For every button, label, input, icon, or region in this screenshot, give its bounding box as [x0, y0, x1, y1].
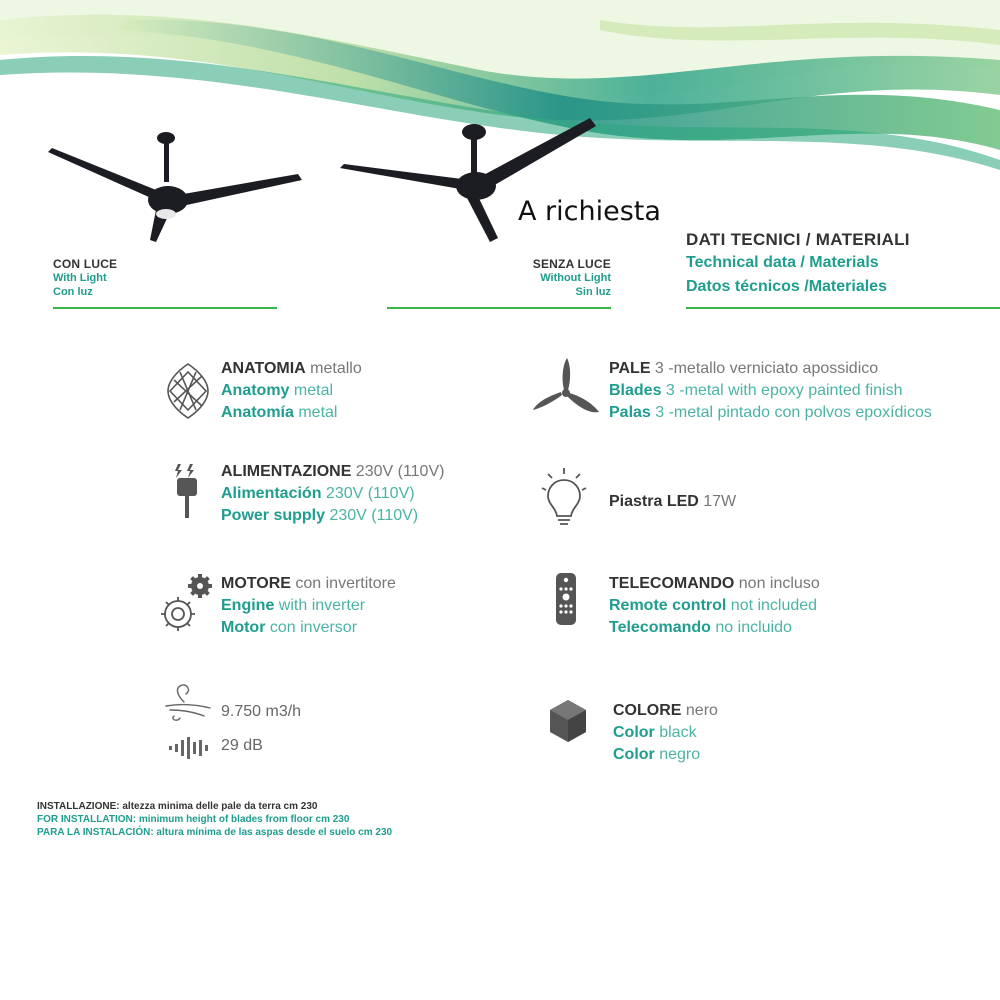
datasheet-heading	[686, 230, 910, 296]
value: con invertitore	[290, 575, 396, 592]
remote-control-icon	[554, 572, 578, 626]
airflow-icon	[164, 682, 214, 722]
caption-en: With Light	[53, 272, 107, 284]
datasheet-title-en: Technical data / Materials	[686, 254, 879, 271]
label: Alimentación	[221, 485, 322, 502]
label: Remote control	[609, 597, 727, 614]
divider-middle	[387, 307, 611, 309]
datasheet-title-it: DATI TECNICI / MATERIALI	[686, 230, 910, 249]
label: Power supply	[221, 507, 326, 524]
installation-it: INSTALLAZIONE: altezza minima delle pale da terra cm 230	[37, 801, 318, 812]
spec-blades	[609, 358, 932, 424]
label: ANATOMIA	[221, 360, 306, 377]
anatomy-icon	[166, 362, 210, 420]
installation-es: PARA LA INSTALACIÓN: altura mínima de las aspas desde el suelo cm 230	[37, 827, 393, 838]
light-bulb-icon	[540, 466, 588, 526]
fan-with-light-image	[44, 128, 306, 246]
caption-title: CON LUCE	[53, 257, 118, 271]
divider-left	[53, 307, 277, 309]
value: 3 -metal pintado con polvos epoxídicos	[650, 404, 932, 421]
value: not included	[726, 597, 818, 614]
value: 230V (110V)	[321, 485, 415, 502]
sound-level-icon	[168, 736, 214, 760]
label: Telecomando	[609, 619, 711, 636]
caption-title: SENZA LUCE	[532, 257, 611, 271]
label: Piastra LED	[609, 493, 699, 510]
caption-en: Without Light	[540, 272, 611, 284]
value: 3 -metallo verniciato apossidico	[650, 360, 879, 377]
caption-es: Sin luz	[575, 286, 611, 298]
spec-motor	[221, 573, 396, 639]
label: Anatomía	[221, 404, 294, 421]
color-cube-icon	[548, 698, 588, 744]
fan-with-light-caption	[53, 257, 117, 299]
value: with inverter	[274, 597, 366, 614]
value: metal	[289, 382, 334, 399]
installation-en: FOR INSTALLATION: minimum height of blades from floor cm 230	[37, 814, 350, 825]
value: black	[654, 724, 697, 741]
spec-remote	[609, 573, 820, 639]
installation-note	[37, 800, 392, 839]
label: TELECOMANDO	[609, 575, 735, 592]
gears-icon	[158, 574, 216, 634]
spec-power	[221, 461, 444, 527]
label: COLORE	[613, 702, 682, 719]
label: Color	[613, 724, 655, 741]
value: metal	[293, 404, 338, 421]
value: 230V (110V)	[351, 463, 445, 480]
value: con inversor	[265, 619, 358, 636]
fan-without-light-caption	[470, 257, 611, 299]
label: MOTORE	[221, 575, 291, 592]
caption-es: Con luz	[53, 286, 93, 298]
value: nero	[681, 702, 718, 719]
value: non incluso	[734, 575, 820, 592]
label: Motor	[221, 619, 266, 636]
value: no incluido	[710, 619, 792, 636]
blades-icon	[531, 356, 601, 418]
label: Anatomy	[221, 382, 290, 399]
value: negro	[654, 746, 701, 763]
spec-anatomy	[221, 358, 362, 424]
divider-right	[686, 307, 1000, 309]
value: 230V (110V)	[325, 507, 419, 524]
value: 3 -metal with epoxy painted finish	[661, 382, 903, 399]
value: 17W	[698, 493, 737, 510]
spec-led	[609, 491, 736, 513]
label: ALIMENTAZIONE	[221, 463, 352, 480]
value: metallo	[305, 360, 362, 377]
request-note: A richiesta	[518, 196, 661, 227]
label: Blades	[609, 382, 662, 399]
spec-noise: 29 dB	[221, 737, 263, 754]
label: PALE	[609, 360, 651, 377]
spec-airflow: 9.750 m3/h	[221, 703, 302, 720]
plug-icon	[172, 462, 202, 520]
datasheet-title-es: Datos técnicos /Materiales	[686, 278, 887, 295]
spec-color	[613, 700, 718, 766]
label: Color	[613, 746, 655, 763]
label: Palas	[609, 404, 651, 421]
label: Engine	[221, 597, 275, 614]
